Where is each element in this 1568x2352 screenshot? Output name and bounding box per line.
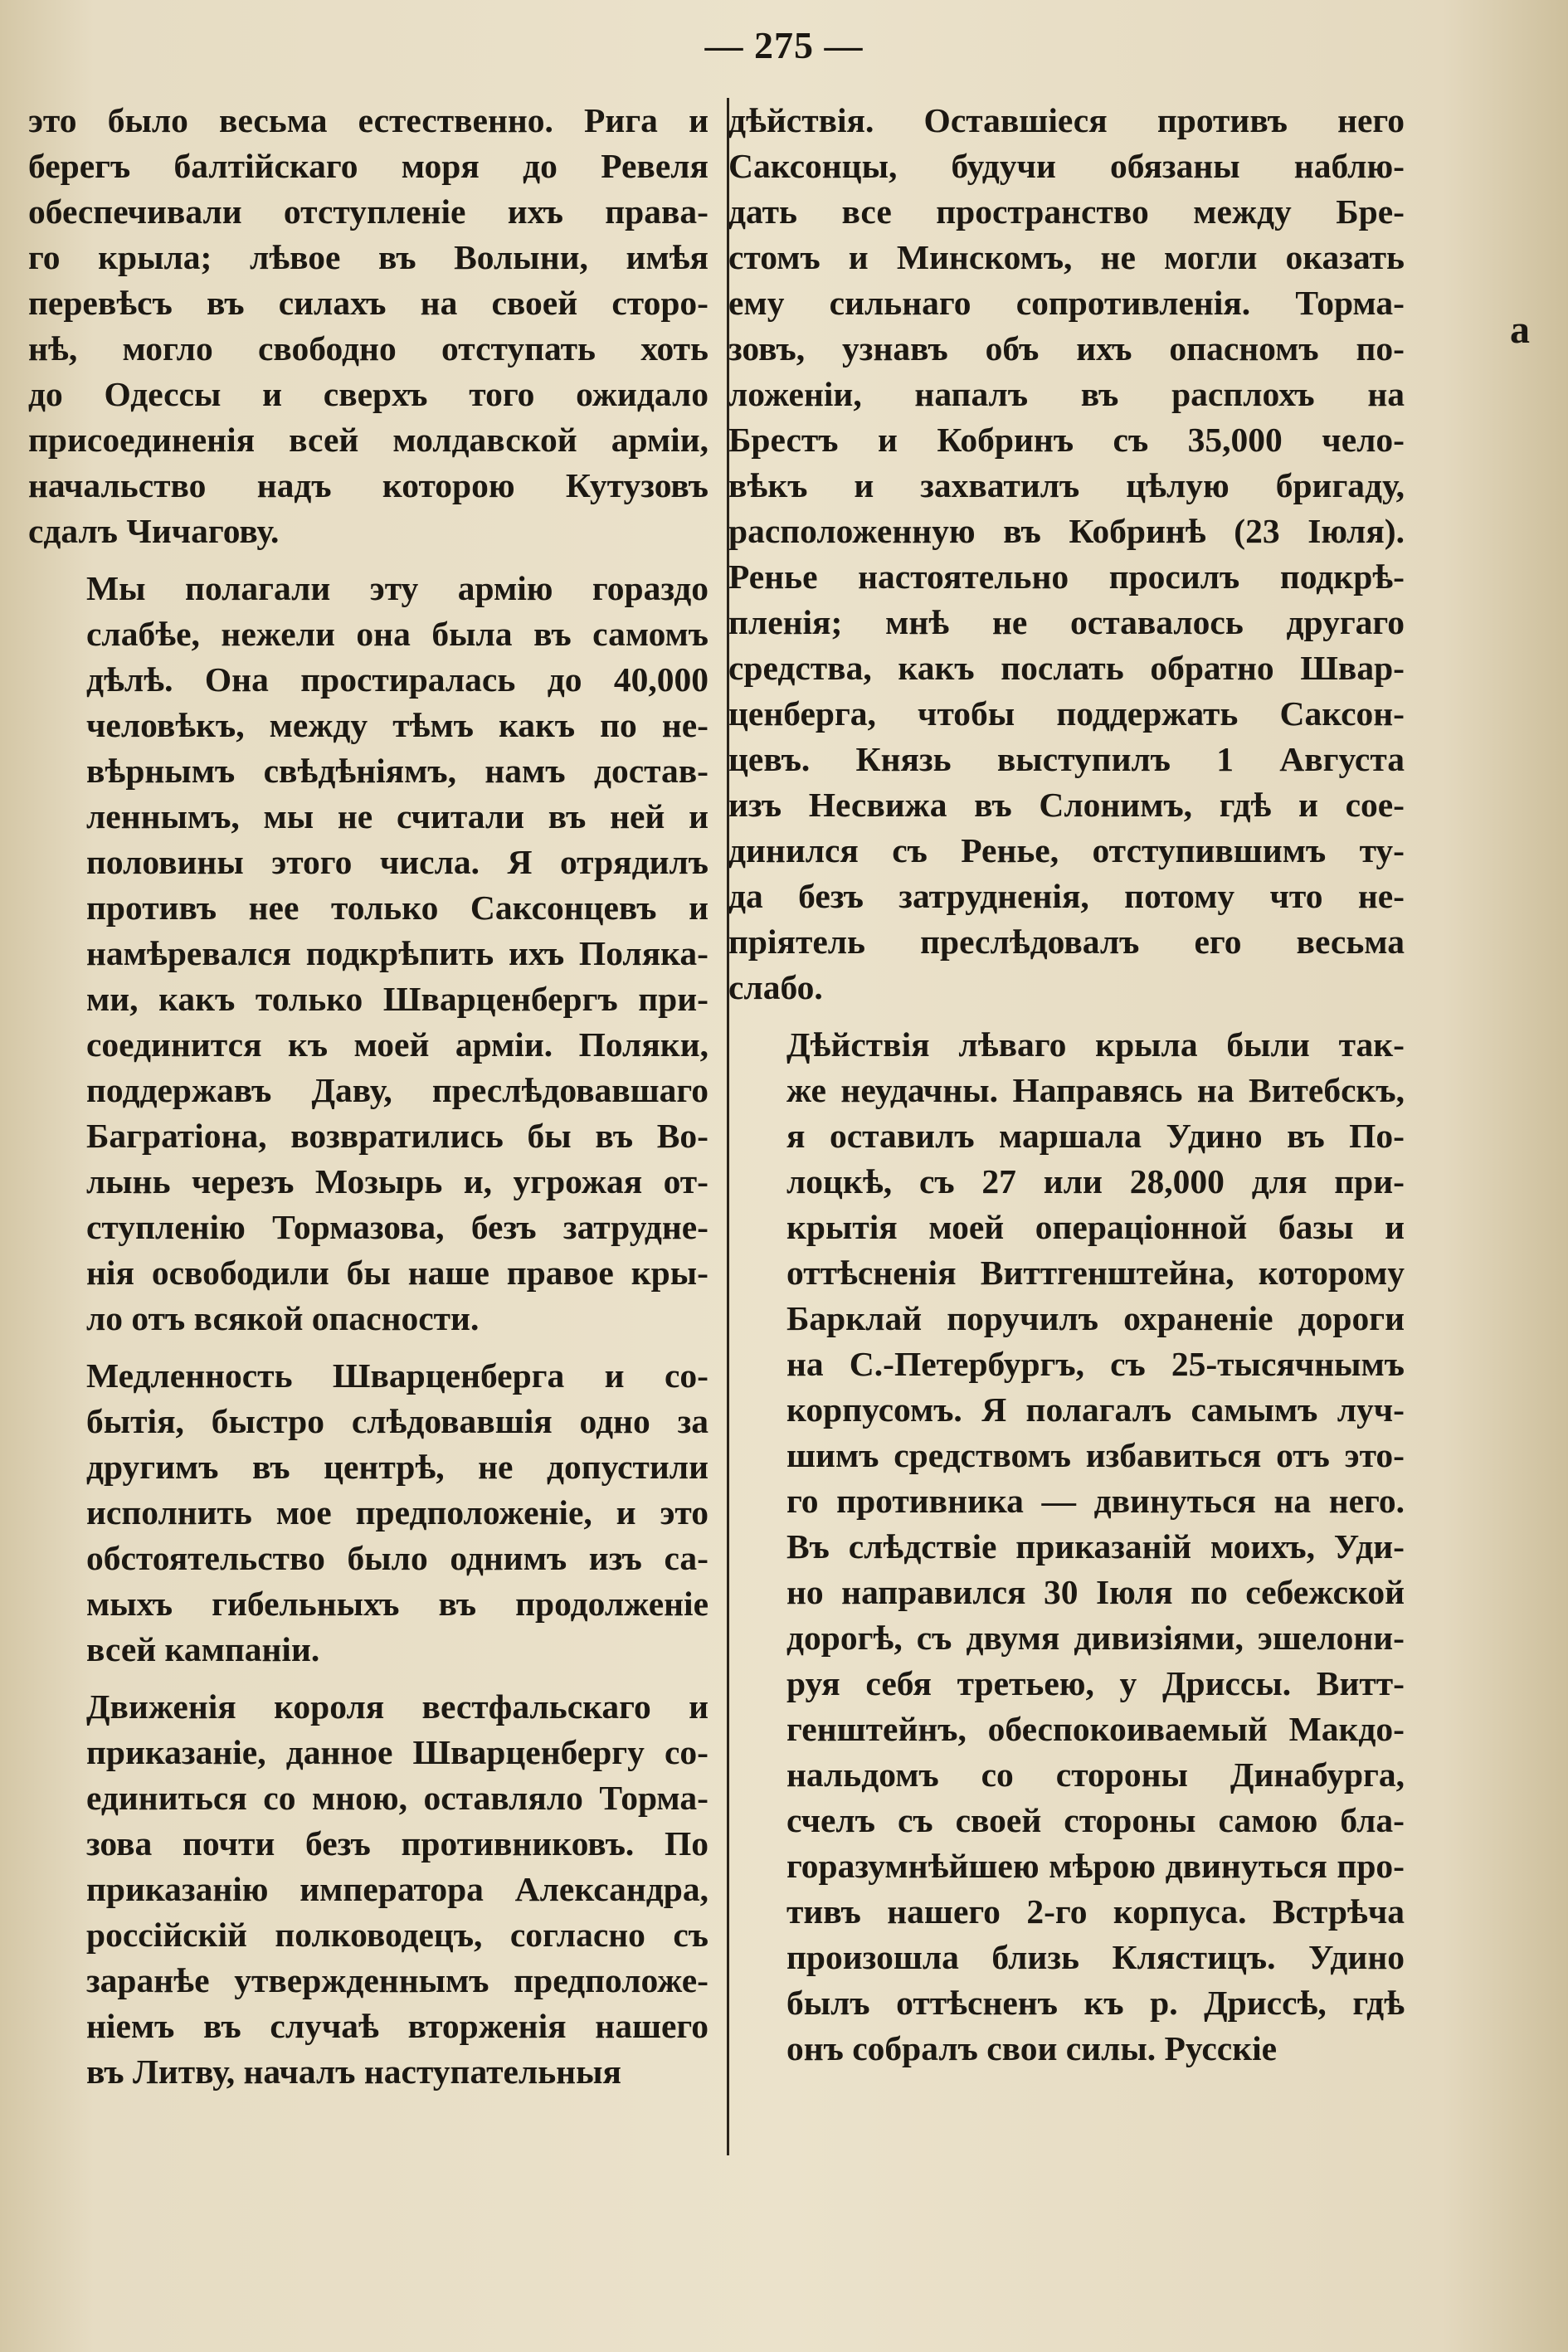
text-line: произошла близь Клястицъ. Удино — [786, 1938, 1405, 1976]
text-line: но направился 30 Іюля по себежской — [786, 1573, 1405, 1611]
text-line: другимъ въ центрѣ, не допустили — [86, 1448, 709, 1486]
text-line: дѣлѣ. Она простиралась до 40,000 — [86, 660, 709, 699]
text-line: это было весьма естественно. Рига и — [28, 101, 709, 139]
text-line: обеспечивали отступленіе ихъ права- — [28, 192, 709, 231]
text-line: нальдомъ со стороны Динабурга, — [786, 1755, 1405, 1794]
text-line: былъ оттѣсненъ къ р. Дриссѣ, гдѣ — [786, 1984, 1405, 2022]
text-line: го противника — двинуться на него. — [786, 1482, 1405, 1520]
text-line: въ Литву, началъ наступательныя — [86, 2053, 621, 2091]
paragraph — [728, 1022, 1405, 2072]
paragraph — [28, 1684, 709, 2095]
text-line: до Одессы и сверхъ того ожидало — [28, 375, 709, 413]
text-line: приказаніе, данное Шварценбергу со- — [86, 1733, 709, 1771]
text-line: ми, какъ только Шварценбергъ при- — [86, 980, 709, 1018]
text-line: Багратіона, возвратились бы въ Во- — [86, 1117, 709, 1155]
text-line: Дѣйствія лѣваго крыла были так- — [786, 1025, 1405, 1064]
text-line: генштейнъ, обеспокоиваемый Макдо- — [786, 1710, 1405, 1748]
text-line: пленія; мнѣ не оставалось другаго — [728, 603, 1405, 641]
left-text-column — [28, 98, 709, 2106]
text-line: Саксонцы, будучи обязаны наблю- — [728, 147, 1405, 185]
text-line: ступленію Тормазова, безъ затрудне- — [86, 1208, 709, 1246]
text-line: оттѣсненія Виттгенштейна, которому — [786, 1254, 1405, 1292]
text-line: перевѣсъ въ силахъ на своей сторо- — [28, 284, 709, 322]
text-line: изъ Несвижа въ Слонимъ, гдѣ и сое- — [728, 786, 1405, 824]
text-line: крытія моей операціонной базы и — [786, 1208, 1405, 1246]
text-line: нія освободили бы наше правое кры- — [86, 1254, 709, 1292]
text-line: счелъ съ своей стороны самою бла- — [786, 1801, 1405, 1839]
text-line: ценберга, чтобы поддержать Саксон- — [728, 694, 1405, 733]
text-line: намѣревался подкрѣпить ихъ Поляка- — [86, 934, 709, 972]
text-line: заранѣе утвержденнымъ предположе- — [86, 1961, 709, 1999]
text-line: леннымъ, мы не считали въ ней и — [86, 797, 709, 835]
text-line: корпусомъ. Я полагалъ самымъ луч- — [786, 1390, 1405, 1429]
text-line: берегъ балтійскаго моря до Ревеля — [28, 147, 709, 185]
text-line: дѣйствія. Оставшіеся противъ него — [728, 101, 1405, 139]
text-line: дать все пространство между Бре- — [728, 192, 1405, 231]
text-line: онъ собралъ свои силы. Русскіе — [786, 2029, 1278, 2067]
text-line: дорогѣ, съ двумя дивизіями, эшелони- — [786, 1619, 1405, 1657]
text-line: руя себя третьею, у Дриссы. Витт- — [786, 1664, 1405, 1702]
paragraph — [728, 98, 1405, 1010]
text-line: Барклай поручилъ охраненіе дороги — [786, 1299, 1405, 1337]
text-line: зовъ, узнавъ объ ихъ опасномъ по- — [728, 329, 1405, 368]
text-line: половины этого числа. Я отрядилъ — [86, 843, 709, 881]
text-line: зова почти безъ противниковъ. По — [86, 1824, 709, 1863]
text-line: приказанію императора Александра, — [86, 1870, 709, 1908]
text-line: Движенія короля вестфальскаго и — [86, 1687, 709, 1726]
margin-mark: а — [1510, 308, 1530, 352]
right-text-column — [728, 98, 1405, 2083]
text-line: всей кампаніи. — [86, 1630, 320, 1668]
paragraph — [28, 98, 709, 554]
text-line: пріятель преслѣдовалъ его весьма — [728, 923, 1405, 961]
text-line: ло отъ всякой опасности. — [86, 1299, 480, 1337]
text-line: начальство надъ которою Кутузовъ — [28, 466, 709, 504]
text-line: слабѣе, нежели она была въ самомъ — [86, 615, 709, 653]
page-number: — 275 — — [704, 24, 864, 66]
text-line: Брестъ и Кобринъ съ 35,000 чело- — [728, 421, 1405, 459]
text-line: обстоятельство было однимъ изъ са- — [86, 1539, 709, 1577]
text-line: присоединенія всей молдавской арміи, — [28, 421, 709, 459]
text-line: бытія, быстро слѣдовавшія одно за — [86, 1402, 709, 1440]
text-line: же неудачны. Направясь на Витебскъ, — [786, 1071, 1405, 1109]
text-line: поддержавъ Даву, преслѣдовавшаго — [86, 1071, 709, 1109]
text-line: ему сильнаго сопротивленія. Торма- — [728, 284, 1405, 322]
text-line: ніемъ въ случаѣ вторженія нашего — [86, 2007, 709, 2045]
text-line: лынь черезъ Мозырь и, угрожая от- — [86, 1162, 709, 1200]
text-line: шимъ средствомъ избавиться отъ это- — [786, 1436, 1405, 1474]
text-line: Мы полагали эту армію гораздо — [86, 569, 709, 607]
text-line: вѣрнымъ свѣдѣніямъ, намъ достав- — [86, 752, 709, 790]
paragraph — [28, 1353, 709, 1673]
text-line: горазумнѣйшею мѣрою двинуться про- — [786, 1847, 1405, 1885]
text-line: тивъ нашего 2-го корпуса. Встрѣча — [786, 1892, 1405, 1931]
text-line: лоцкѣ, съ 27 или 28,000 для при- — [786, 1162, 1405, 1200]
text-line: Медленность Шварценберга и со- — [86, 1356, 709, 1395]
text-line: го крыла; лѣвое въ Волыни, имѣя — [28, 238, 709, 276]
text-line: вѣкъ и захватилъ цѣлую бригаду, — [728, 466, 1405, 504]
text-line: да безъ затрудненія, потому что не- — [728, 877, 1405, 915]
text-line: соединится къ моей арміи. Поляки, — [86, 1025, 709, 1064]
text-line: нѣ, могло свободно отступать хоть — [28, 329, 709, 368]
text-line: единиться со мною, оставляло Торма- — [86, 1779, 709, 1817]
text-line: стомъ и Минскомъ, не могли оказать — [728, 238, 1405, 276]
text-line: мыхъ гибельныхъ въ продолженіе — [86, 1585, 709, 1623]
text-line: Ренье настоятельно просилъ подкрѣ- — [728, 558, 1405, 596]
text-line: человѣкъ, между тѣмъ какъ по не- — [86, 706, 709, 744]
text-line: Въ слѣдствіе приказаній моихъ, Уди- — [786, 1527, 1405, 1566]
paragraph — [28, 566, 709, 1342]
text-line: противъ нее только Саксонцевъ и — [86, 889, 709, 927]
text-line: я оставилъ маршала Удино въ По- — [786, 1117, 1405, 1155]
text-line: сдалъ Чичагову. — [28, 512, 280, 550]
text-line: слабо. — [728, 968, 823, 1006]
text-line: цевъ. Князь выступилъ 1 Августа — [728, 740, 1405, 778]
text-line: на С.-Петербургъ, съ 25-тысячнымъ — [786, 1345, 1405, 1383]
text-line: средства, какъ послать обратно Швар- — [728, 649, 1405, 687]
text-line: исполнить мое предположеніе, и это — [86, 1493, 709, 1531]
text-line: динился съ Ренье, отступившимъ ту- — [728, 831, 1405, 869]
text-line: ложеніи, напалъ въ расплохъ на — [728, 375, 1405, 413]
text-line: россійскій полководецъ, согласно съ — [86, 1916, 709, 1954]
text-line: расположенную въ Кобринѣ (23 Іюля). — [728, 512, 1405, 550]
